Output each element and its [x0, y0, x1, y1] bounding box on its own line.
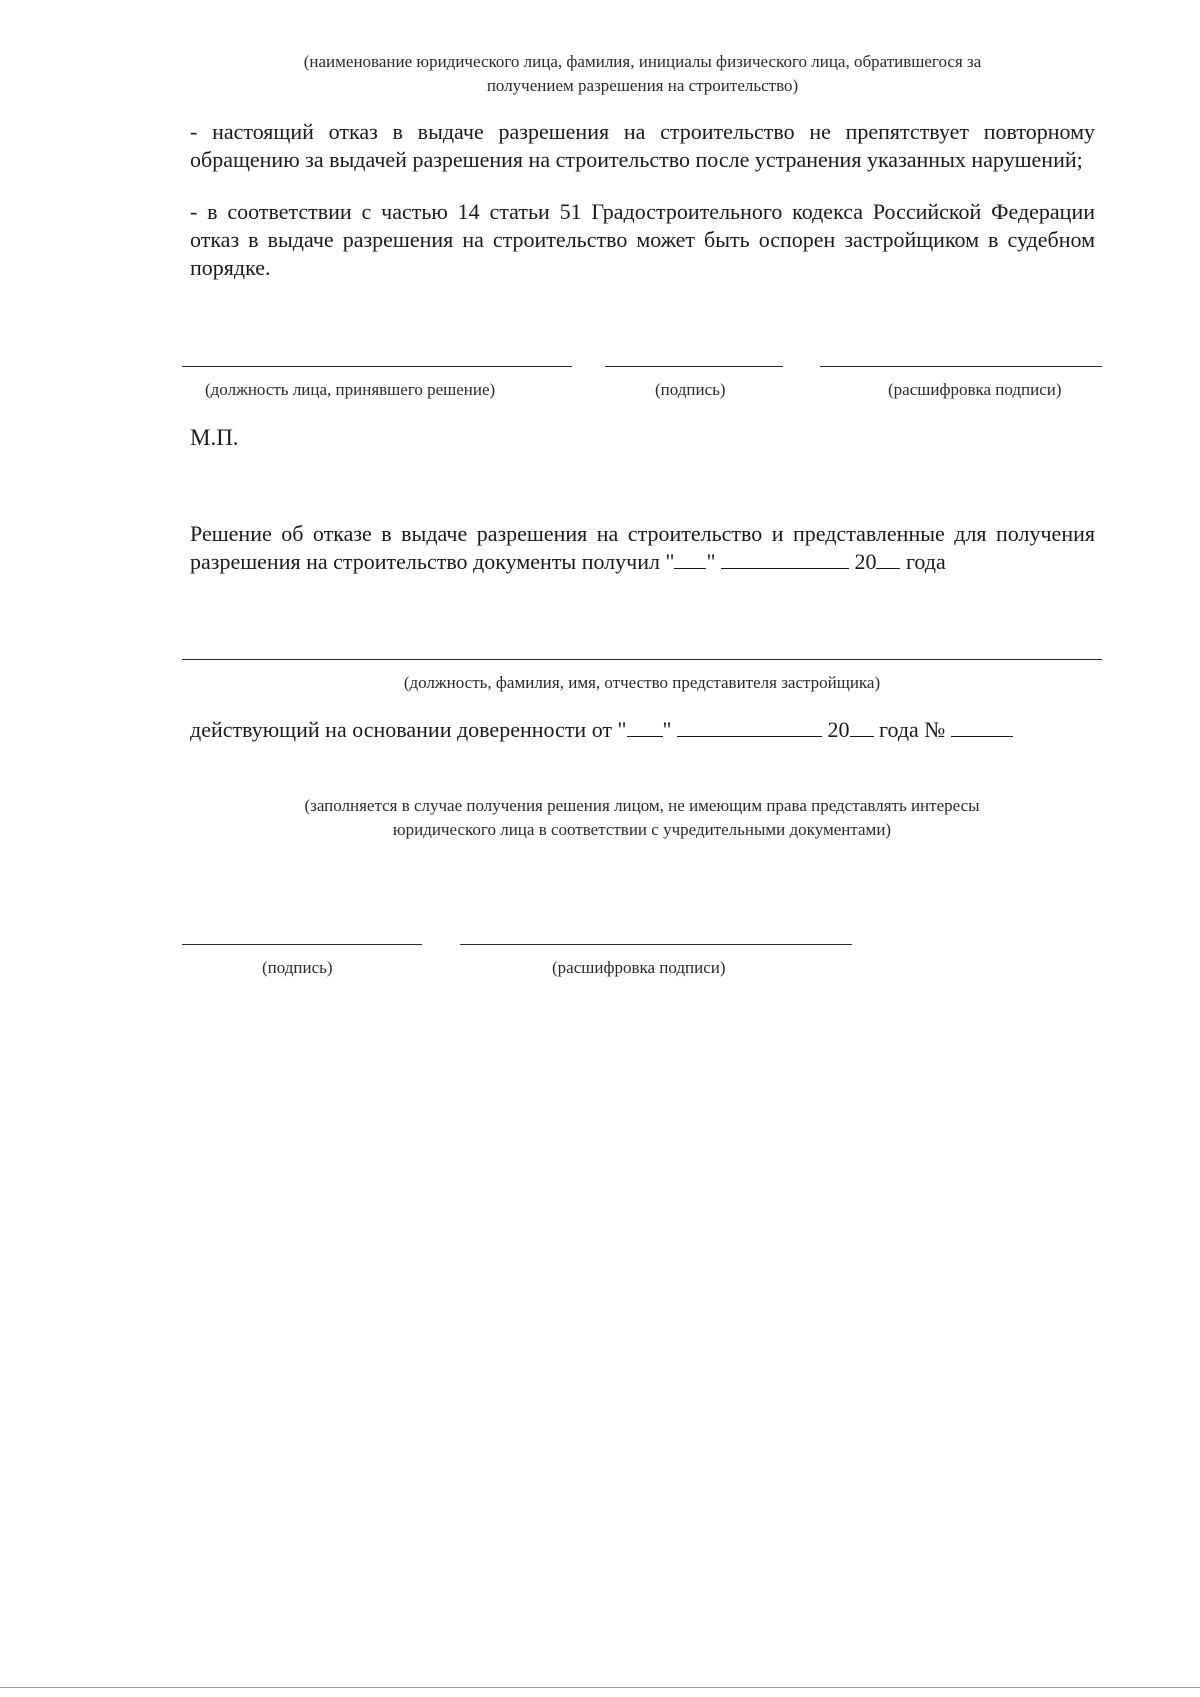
- fill-note-line-2: юридического лица в соответствии с учредительными документами): [392, 820, 892, 839]
- power-month-blank[interactable]: [677, 716, 822, 737]
- power-quote-close: ": [662, 717, 672, 742]
- position-caption: (должность лица, принявшего решение): [205, 380, 496, 399]
- receipt-year-prefix: 20: [854, 549, 877, 574]
- fill-note-line-1: (заполняется в случае получения решения лицом, не имеющим права представлять интересы: [304, 796, 980, 815]
- stamp-label: М.П.: [190, 425, 239, 450]
- decoding-2-line: [460, 944, 852, 945]
- power-of-attorney-line: [190, 716, 1013, 744]
- power-year-prefix: 20: [827, 717, 850, 742]
- decoding-2-caption: (расшифровка подписи): [552, 958, 726, 977]
- power-year-blank[interactable]: [850, 716, 874, 737]
- receipt-year-blank[interactable]: [876, 548, 900, 569]
- receipt-day-blank[interactable]: [674, 548, 706, 569]
- receipt-quote-close: ": [706, 549, 716, 574]
- representative-caption: (должность, фамилия, имя, отчество представителя застройщика): [403, 673, 881, 692]
- header-caption-line-2: получением разрешения на строительство): [486, 76, 799, 95]
- representative-line: [182, 659, 1102, 660]
- power-day-blank[interactable]: [627, 716, 663, 737]
- signature-caption: (подпись): [655, 380, 726, 399]
- power-year-suffix: года №: [879, 717, 946, 742]
- paragraph-refusal-not-preventing: - настоящий отказ в выдаче разрешения на строительство не препятствует повторному обращению за выдачей разрешения на строительство после устранения указанных нарушений;: [190, 119, 1095, 172]
- receipt-text: Решение об отказе в выдаче разрешения на строительство и представленные для получения разрешения на строительство документы получил ": [190, 521, 1095, 574]
- receipt-paragraph: [190, 520, 1095, 576]
- receipt-month-blank[interactable]: [721, 548, 849, 569]
- decoding-caption: (расшифровка подписи): [888, 380, 1062, 399]
- position-line: [182, 366, 572, 367]
- signature-line: [605, 366, 783, 367]
- receipt-year-word: года: [905, 549, 946, 574]
- header-caption-line-1: (наименование юридического лица, фамилия, инициалы физического лица, обратившегося за: [303, 52, 982, 71]
- signature-2-caption: (подпись): [262, 958, 333, 977]
- power-prefix: действующий на основании доверенности от ": [190, 717, 627, 742]
- header-caption: [190, 50, 1095, 98]
- paragraph-appeal-right: - в соответствии с частью 14 статьи 51 Градостроительного кодекса Российской Федерации отказ в выдаче разрешения на строительство может быть оспорен застройщиком в судебном порядке.: [190, 199, 1095, 280]
- signature-2-line: [182, 944, 422, 945]
- scan-bottom-edge: [0, 1687, 1200, 1688]
- decoding-line: [820, 366, 1102, 367]
- power-number-blank[interactable]: [951, 716, 1013, 737]
- fill-note: [182, 794, 1102, 842]
